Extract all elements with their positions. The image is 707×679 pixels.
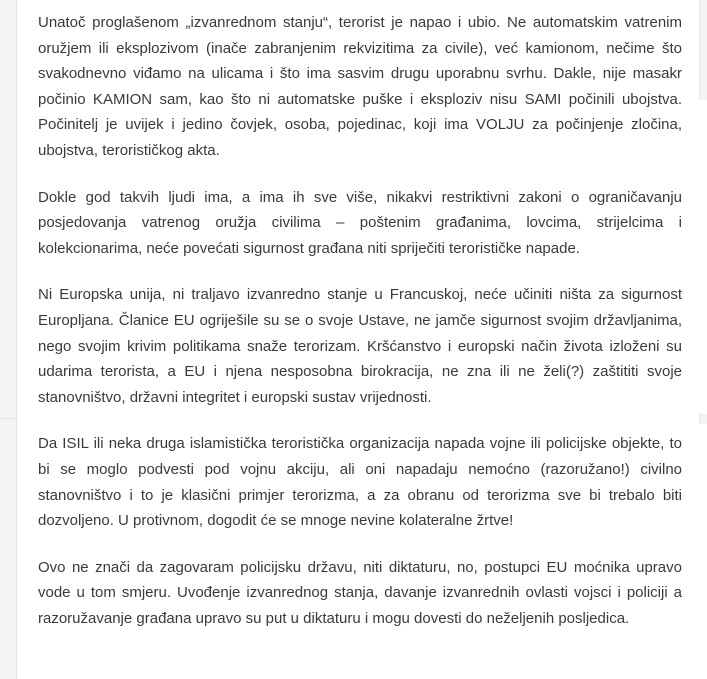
- right-sidebar-edge: [698, 100, 707, 414]
- article-paragraph-4: Da ISIL ili neka druga islamistička teroristička organizacija napada vojne ili policijske objekte, to bi se moglo podvesti pod vojnu akciju, ali oni napadaju nemoćno (razoružano!) civilno stanovništvo i to je klasični primjer terorizma, a za obranu od terorizma sve bi trebalo biti dozvoljeno. U protivnom, dogodit će se mnoge nevine kolateralne žrtve!: [38, 435, 682, 530]
- left-divider-line: [0, 418, 16, 419]
- article-body: [16, 0, 700, 679]
- article-paragraph-1: Unatoč proglašenom „izvanrednom stanju“, terorist je napao i ubio. Ne automatskim vatrenim oružjem ili eksplozivom (inače zabranjenim rekvizitima za civile), već kamionom, nečime što svakodnevno viđamo na ulicama i što ima sasvim drugu uporabnu svrhu. Dakle, nije masakr počinio KAMION sam, kao što ni automatske puške i eksploziv nisu SAMI počinili ubojstva. Počinitelj je uvijek i jedino čovjek, osoba, pojedinac, koji ima VOLJU za počinjenje zločina, ubojstva, terorističkog akta.: [38, 14, 682, 159]
- article-paragraph-5: Ovo ne znači da zagovaram policijsku državu, niti diktaturu, no, postupci EU moćnika upravo vode u tom smjeru. Uvođenje izvanrednog stanja, davanje izvanrednih ovlasti vojsci i policiji a razoružavanje građana upravo su put u diktaturu i mogu dovesti do neželjenih posljedica.: [38, 558, 682, 627]
- article-paragraph-2: Dokle god takvih ljudi ima, a ima ih sve više, nikakvi restriktivni zakoni o ograničavanju posjedovanja vatrenog oružja civilima – poštenim građanima, lovcima, strijelcima i kolekcionarima, neće povećati sigurnost građana niti spriječiti terorističke napade.: [38, 188, 682, 257]
- right-sidebar-edge: [698, 424, 707, 679]
- article-paragraph-3: Ni Europska unija, ni traljavo izvanredno stanje u Francuskoj, neće učiniti ništa za sigurnost Europljana. Članice EU ogriješile su se o svoje Ustave, ne jamče sigurnost svojim državljanima, nego svojim krivim politikama snaže terorizam. Kršćanstvo i europski način života izloženi su udarima terorista, a EU i njena nesposobna birokracija, ne zna ili ne želi(?) zaštititi svoje stanovništvo, državni integritet i europski sustav vrijednosti.: [38, 286, 682, 406]
